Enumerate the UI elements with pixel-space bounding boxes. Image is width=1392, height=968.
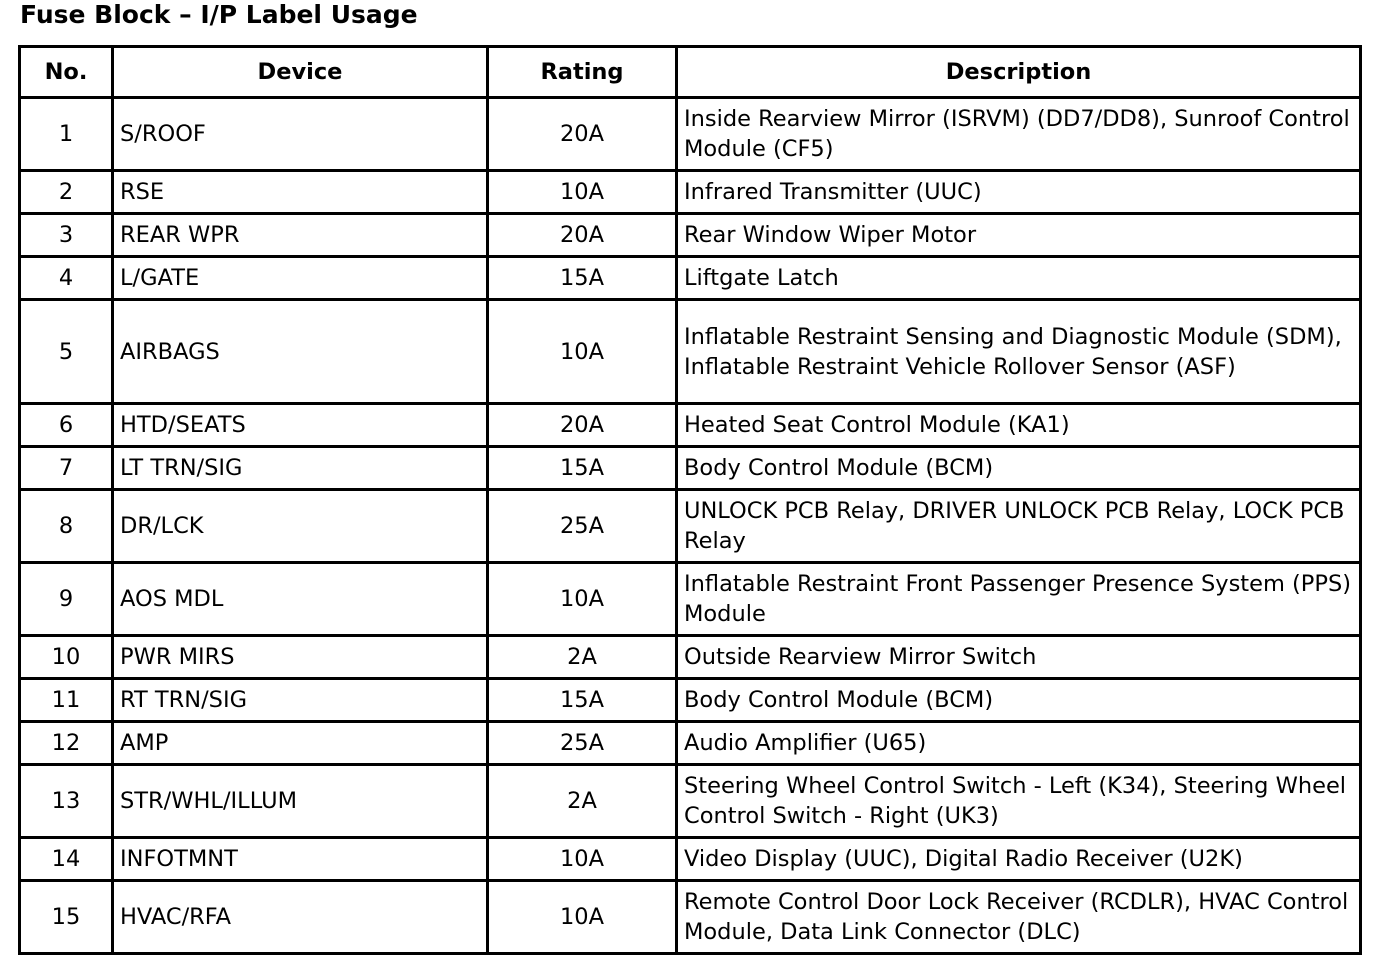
cell-rating: 2A xyxy=(488,765,677,838)
cell-device: DR/LCK xyxy=(113,490,488,563)
cell-device: AMP xyxy=(113,722,488,765)
cell-no: 10 xyxy=(20,636,113,679)
cell-description: Inflatable Restraint Sensing and Diagnostic Module (SDM), Inflatable Restraint Vehicle Rollover Sensor (ASF) xyxy=(677,300,1361,404)
cell-no: 3 xyxy=(20,214,113,257)
table-row xyxy=(20,881,1361,954)
cell-rating: 20A xyxy=(488,404,677,447)
cell-rating: 10A xyxy=(488,300,677,404)
cell-description: Infrared Transmitter (UUC) xyxy=(677,171,1361,214)
cell-rating: 20A xyxy=(488,98,677,171)
table-row xyxy=(20,98,1361,171)
cell-description: UNLOCK PCB Relay, DRIVER UNLOCK PCB Relay, LOCK PCB Relay xyxy=(677,490,1361,563)
cell-description: Steering Wheel Control Switch - Left (K34), Steering Wheel Control Switch - Right (UK3) xyxy=(677,765,1361,838)
cell-no: 12 xyxy=(20,722,113,765)
cell-device: RT TRN/SIG xyxy=(113,679,488,722)
header-no: No. xyxy=(20,47,113,98)
table-row xyxy=(20,300,1361,404)
cell-device: L/GATE xyxy=(113,257,488,300)
table-row xyxy=(20,765,1361,838)
cell-device: PWR MIRS xyxy=(113,636,488,679)
table-body xyxy=(20,98,1361,954)
table-row xyxy=(20,257,1361,300)
cell-no: 6 xyxy=(20,404,113,447)
cell-description: Heated Seat Control Module (KA1) xyxy=(677,404,1361,447)
table-row xyxy=(20,563,1361,636)
cell-no: 4 xyxy=(20,257,113,300)
table-row xyxy=(20,636,1361,679)
cell-no: 2 xyxy=(20,171,113,214)
cell-device: S/ROOF xyxy=(113,98,488,171)
fuse-table xyxy=(18,45,1362,955)
cell-description: Body Control Module (BCM) xyxy=(677,679,1361,722)
table-row xyxy=(20,722,1361,765)
table-header-row xyxy=(20,47,1361,98)
cell-device: RSE xyxy=(113,171,488,214)
table-row xyxy=(20,838,1361,881)
page-title: Fuse Block – I/P Label Usage xyxy=(20,0,418,29)
cell-description: Inside Rearview Mirror (ISRVM) (DD7/DD8), Sunroof Control Module (CF5) xyxy=(677,98,1361,171)
cell-device: LT TRN/SIG xyxy=(113,447,488,490)
cell-no: 13 xyxy=(20,765,113,838)
cell-description: Inflatable Restraint Front Passenger Presence System (PPS) Module xyxy=(677,563,1361,636)
cell-no: 7 xyxy=(20,447,113,490)
cell-rating: 25A xyxy=(488,490,677,563)
cell-no: 11 xyxy=(20,679,113,722)
cell-rating: 15A xyxy=(488,257,677,300)
header-rating: Rating xyxy=(488,47,677,98)
table-row xyxy=(20,490,1361,563)
cell-no: 15 xyxy=(20,881,113,954)
cell-no: 14 xyxy=(20,838,113,881)
cell-description: Remote Control Door Lock Receiver (RCDLR), HVAC Control Module, Data Link Connector (DLC) xyxy=(677,881,1361,954)
cell-no: 5 xyxy=(20,300,113,404)
cell-description: Audio Amplifier (U65) xyxy=(677,722,1361,765)
cell-rating: 2A xyxy=(488,636,677,679)
table-row xyxy=(20,447,1361,490)
cell-device: AOS MDL xyxy=(113,563,488,636)
cell-rating: 15A xyxy=(488,679,677,722)
cell-rating: 10A xyxy=(488,838,677,881)
cell-rating: 25A xyxy=(488,722,677,765)
cell-device: AIRBAGS xyxy=(113,300,488,404)
cell-rating: 10A xyxy=(488,881,677,954)
table-row xyxy=(20,214,1361,257)
cell-device: HVAC/RFA xyxy=(113,881,488,954)
cell-rating: 20A xyxy=(488,214,677,257)
cell-description: Outside Rearview Mirror Switch xyxy=(677,636,1361,679)
cell-device: STR/WHL/ILLUM xyxy=(113,765,488,838)
table-row xyxy=(20,404,1361,447)
cell-device: INFOTMNT xyxy=(113,838,488,881)
cell-rating: 10A xyxy=(488,563,677,636)
cell-no: 9 xyxy=(20,563,113,636)
header-device: Device xyxy=(113,47,488,98)
cell-description: Liftgate Latch xyxy=(677,257,1361,300)
cell-description: Rear Window Wiper Motor xyxy=(677,214,1361,257)
cell-description: Video Display (UUC), Digital Radio Receiver (U2K) xyxy=(677,838,1361,881)
cell-no: 1 xyxy=(20,98,113,171)
cell-rating: 10A xyxy=(488,171,677,214)
cell-device: HTD/SEATS xyxy=(113,404,488,447)
cell-rating: 15A xyxy=(488,447,677,490)
cell-description: Body Control Module (BCM) xyxy=(677,447,1361,490)
table-row xyxy=(20,171,1361,214)
cell-no: 8 xyxy=(20,490,113,563)
cell-device: REAR WPR xyxy=(113,214,488,257)
table-row xyxy=(20,679,1361,722)
header-description: Description xyxy=(677,47,1361,98)
